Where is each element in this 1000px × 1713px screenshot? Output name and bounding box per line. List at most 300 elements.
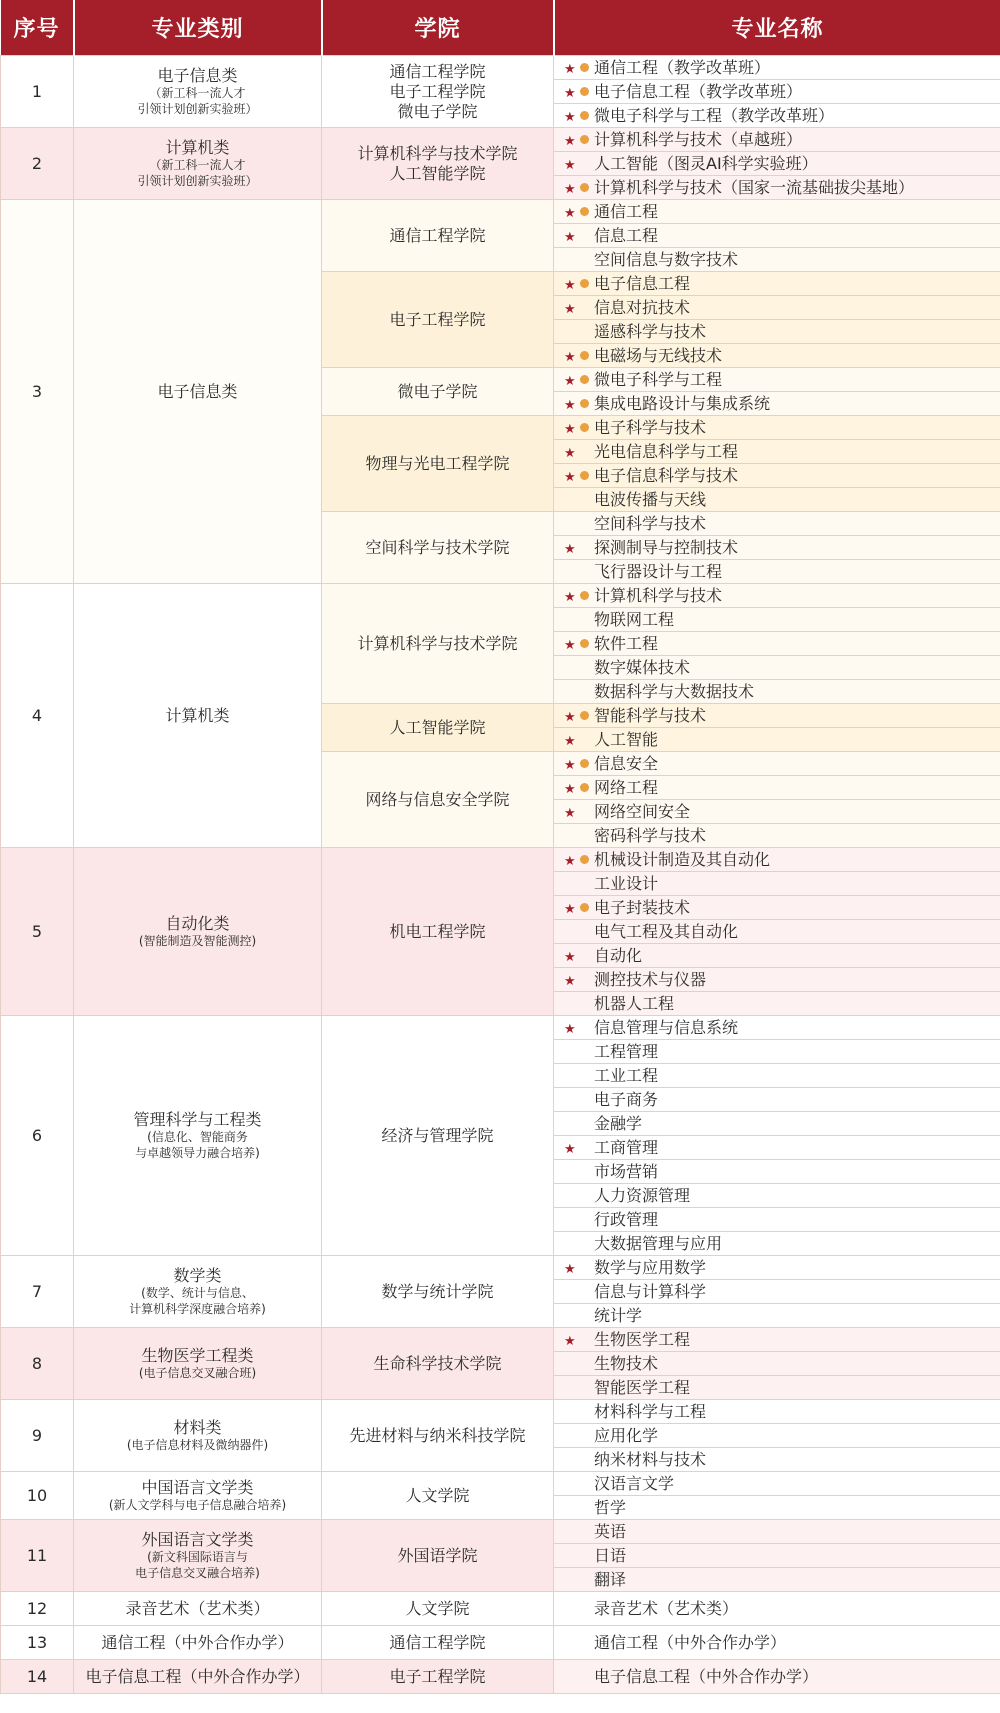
group-category <box>74 128 322 200</box>
major-marks <box>554 756 594 772</box>
star-icon: ★ <box>564 781 576 797</box>
major-marks <box>554 1140 594 1156</box>
table-row <box>1 56 1000 80</box>
major-name: 统计学 <box>594 1305 643 1325</box>
college-name <box>322 1016 554 1256</box>
table-row <box>1 1520 1000 1544</box>
major-cell <box>554 1592 1000 1626</box>
major-name: 网络空间安全 <box>594 801 691 821</box>
major-marks <box>554 132 594 148</box>
major-cell <box>554 1568 1000 1592</box>
college-line: 网络与信息安全学院 <box>365 789 510 809</box>
star-icon: ★ <box>564 445 576 461</box>
major-name: 遥感科学与技术 <box>594 321 707 341</box>
major-name: 信息对抗技术 <box>594 297 691 317</box>
major-name: 电波传播与天线 <box>594 489 707 509</box>
major-name: 大数据管理与应用 <box>594 1233 723 1253</box>
major-marks <box>554 372 594 388</box>
dot-icon <box>580 855 589 864</box>
major-cell <box>554 1040 1000 1064</box>
group-category <box>74 1626 322 1660</box>
major-cell <box>554 128 1000 152</box>
star-icon: ★ <box>564 277 576 293</box>
college-name <box>322 1520 554 1592</box>
group-category <box>74 1256 322 1328</box>
table-row <box>1 1626 1000 1660</box>
major-cell <box>554 1088 1000 1112</box>
group-number: 7 <box>1 1256 74 1328</box>
dot-icon <box>580 639 589 648</box>
college-name <box>322 368 554 416</box>
group-category <box>74 1520 322 1592</box>
star-icon: ★ <box>564 421 576 437</box>
table-row <box>1 1328 1000 1352</box>
college-line: 人文学院 <box>405 1598 470 1618</box>
category-name: 电子信息类 <box>157 66 238 85</box>
major-cell <box>554 1626 1000 1660</box>
star-icon: ★ <box>564 229 576 245</box>
major-cell <box>554 152 1000 176</box>
header-category: 专业类别 <box>74 0 322 56</box>
college-line: 数学与统计学院 <box>381 1281 494 1301</box>
major-cell <box>554 1328 1000 1352</box>
major-cell <box>554 200 1000 224</box>
major-cell <box>554 992 1000 1016</box>
major-cell <box>554 1544 1000 1568</box>
star-icon: ★ <box>564 949 576 965</box>
group-category <box>74 1592 322 1626</box>
category-note: 计算机科学深度融合培养) <box>129 1302 266 1316</box>
major-marks <box>554 540 594 556</box>
table-row <box>1 1400 1000 1424</box>
major-cell <box>554 1472 1000 1496</box>
major-name: 通信工程 <box>594 201 659 221</box>
major-marks <box>554 708 594 724</box>
category-note: （新工科一流人才 <box>149 86 246 100</box>
college-name <box>322 128 554 200</box>
college-name <box>322 1256 554 1328</box>
major-marks <box>554 228 594 244</box>
dot-icon <box>580 903 589 912</box>
major-cell <box>554 536 1000 560</box>
college-name <box>322 584 554 704</box>
group-category <box>74 1328 322 1400</box>
group-number: 8 <box>1 1328 74 1400</box>
major-name: 信息工程 <box>594 225 659 245</box>
college-name <box>322 704 554 752</box>
table-row <box>1 848 1000 872</box>
group-category <box>74 200 322 584</box>
group-number: 10 <box>1 1472 74 1520</box>
major-cell <box>554 320 1000 344</box>
major-name: 通信工程（中外合作办学） <box>594 1632 787 1652</box>
dot-icon <box>580 783 589 792</box>
major-name: 录音艺术（艺术类） <box>594 1598 739 1618</box>
major-marks <box>554 420 594 436</box>
category-name: 计算机类 <box>165 706 230 725</box>
college-name <box>322 1472 554 1520</box>
major-name: 日语 <box>594 1545 627 1565</box>
major-cell <box>554 1232 1000 1256</box>
star-icon: ★ <box>564 157 576 173</box>
major-cell <box>554 1304 1000 1328</box>
major-cell <box>554 1424 1000 1448</box>
major-cell <box>554 1280 1000 1304</box>
category-name: 数学类 <box>173 1266 222 1285</box>
major-name: 信息管理与信息系统 <box>594 1017 739 1037</box>
dot-icon <box>580 87 589 96</box>
category-name: 中国语言文学类 <box>141 1478 254 1497</box>
major-name: 网络工程 <box>594 777 659 797</box>
major-name: 飞行器设计与工程 <box>594 561 723 581</box>
major-name: 人力资源管理 <box>594 1185 691 1205</box>
college-line: 计算机科学与技术学院 <box>357 143 518 163</box>
major-marks <box>554 1020 594 1036</box>
major-cell <box>554 296 1000 320</box>
major-cell <box>554 368 1000 392</box>
star-icon: ★ <box>564 397 576 413</box>
major-marks <box>554 636 594 652</box>
major-cell <box>554 1112 1000 1136</box>
star-icon: ★ <box>564 181 576 197</box>
dot-icon <box>580 471 589 480</box>
major-name: 市场营销 <box>594 1161 659 1181</box>
category-note: (新人文学科与电子信息融合培养) <box>108 1498 287 1512</box>
major-cell <box>554 776 1000 800</box>
major-cell <box>554 752 1000 776</box>
major-marks <box>554 588 594 604</box>
header-college: 学院 <box>322 0 554 56</box>
college-name <box>322 56 554 128</box>
group-category <box>74 1016 322 1256</box>
dot-icon <box>580 183 589 192</box>
college-line: 生命科学技术学院 <box>373 1353 502 1373</box>
major-cell <box>554 224 1000 248</box>
major-cell <box>554 1208 1000 1232</box>
major-name: 计算机科学与技术 <box>594 585 723 605</box>
star-icon: ★ <box>564 109 576 125</box>
category-name: 管理科学与工程类 <box>133 1110 262 1129</box>
group-number: 2 <box>1 128 74 200</box>
major-cell <box>554 1520 1000 1544</box>
major-cell <box>554 1256 1000 1280</box>
major-name: 机器人工程 <box>594 993 675 1013</box>
major-name: 微电子科学与工程 <box>594 369 723 389</box>
major-cell <box>554 848 1000 872</box>
category-note: (新文科国际语言与 <box>147 1550 248 1564</box>
table-header <box>1 0 1000 56</box>
major-name: 信息安全 <box>594 753 659 773</box>
major-name: 金融学 <box>594 1113 643 1133</box>
major-name: 计算机科学与技术（卓越班） <box>594 129 803 149</box>
major-name: 通信工程（教学改革班） <box>594 57 771 77</box>
category-name: 电子信息工程（中外合作办学） <box>85 1667 310 1686</box>
major-cell <box>554 1400 1000 1424</box>
major-marks <box>554 972 594 988</box>
major-marks <box>554 948 594 964</box>
category-note: (智能制造及智能测控) <box>138 934 257 948</box>
group-number: 6 <box>1 1016 74 1256</box>
star-icon: ★ <box>564 589 576 605</box>
major-marks <box>554 732 594 748</box>
college-line: 电子工程学院 <box>389 309 486 329</box>
major-cell <box>554 800 1000 824</box>
group-category <box>74 584 322 848</box>
major-name: 材料科学与工程 <box>594 1401 707 1421</box>
major-name: 电磁场与无线技术 <box>594 345 723 365</box>
major-marks <box>554 780 594 796</box>
category-name: 通信工程（中外合作办学） <box>101 1633 294 1652</box>
major-cell <box>554 1016 1000 1040</box>
table-body <box>1 56 1000 1694</box>
category-note: 引领计划创新实验班） <box>137 102 258 116</box>
star-icon: ★ <box>564 349 576 365</box>
major-cell <box>554 344 1000 368</box>
star-icon: ★ <box>564 1021 576 1037</box>
major-name: 应用化学 <box>594 1425 659 1445</box>
major-name: 数字媒体技术 <box>594 657 691 677</box>
table-row <box>1 128 1000 152</box>
major-name: 行政管理 <box>594 1209 659 1229</box>
major-cell <box>554 584 1000 608</box>
major-cell <box>554 248 1000 272</box>
star-icon: ★ <box>564 1261 576 1277</box>
major-cell <box>554 440 1000 464</box>
major-name: 自动化 <box>594 945 643 965</box>
dot-icon <box>580 111 589 120</box>
dot-icon <box>580 759 589 768</box>
group-number: 11 <box>1 1520 74 1592</box>
college-name <box>322 752 554 848</box>
major-cell <box>554 1352 1000 1376</box>
category-note: (信息化、智能商务 <box>147 1130 248 1144</box>
college-line: 通信工程学院 <box>389 61 486 81</box>
category-note: （新工科一流人才 <box>149 158 246 172</box>
header-major: 专业名称 <box>554 0 1000 56</box>
group-category <box>74 1400 322 1472</box>
category-note: (数学、统计与信息、 <box>141 1286 254 1300</box>
major-marks <box>554 444 594 460</box>
star-icon: ★ <box>564 901 576 917</box>
major-marks <box>554 84 594 100</box>
major-cell <box>554 488 1000 512</box>
major-marks <box>554 1332 594 1348</box>
major-marks <box>554 156 594 172</box>
category-note: 与卓越领导力融合培养) <box>135 1146 260 1160</box>
star-icon: ★ <box>564 757 576 773</box>
major-name: 英语 <box>594 1521 627 1541</box>
college-line: 电子工程学院 <box>389 81 486 101</box>
major-name: 电子科学与技术 <box>594 417 707 437</box>
major-name: 电气工程及其自动化 <box>594 921 739 941</box>
category-note: (电子信息材料及微纳器件) <box>126 1438 269 1452</box>
star-icon: ★ <box>564 373 576 389</box>
major-name: 翻译 <box>594 1569 627 1589</box>
major-name: 微电子科学与工程（教学改革班） <box>594 105 835 125</box>
star-icon: ★ <box>564 1141 576 1157</box>
table-row <box>1 584 1000 608</box>
major-name: 电子信息工程（教学改革班） <box>594 81 803 101</box>
major-marks <box>554 396 594 412</box>
major-name: 工业设计 <box>594 873 659 893</box>
star-icon: ★ <box>564 85 576 101</box>
category-note: 电子信息交叉融合培养) <box>135 1566 260 1580</box>
star-icon: ★ <box>564 205 576 221</box>
college-name <box>322 1660 554 1694</box>
group-number: 9 <box>1 1400 74 1472</box>
major-marks <box>554 348 594 364</box>
major-cell <box>554 920 1000 944</box>
major-name: 人工智能 <box>594 729 659 749</box>
major-marks <box>554 852 594 868</box>
category-name: 电子信息类 <box>157 382 238 401</box>
college-name <box>322 200 554 272</box>
major-marks <box>554 468 594 484</box>
group-category <box>74 56 322 128</box>
major-cell <box>554 80 1000 104</box>
major-cell <box>554 1496 1000 1520</box>
college-line: 人工智能学院 <box>389 717 486 737</box>
major-cell <box>554 680 1000 704</box>
college-name <box>322 272 554 368</box>
major-name: 物联网工程 <box>594 609 675 629</box>
college-name <box>322 416 554 512</box>
group-number: 14 <box>1 1660 74 1694</box>
star-icon: ★ <box>564 733 576 749</box>
major-cell <box>554 512 1000 536</box>
major-name: 空间信息与数字技术 <box>594 249 739 269</box>
star-icon: ★ <box>564 541 576 557</box>
major-name: 机械设计制造及其自动化 <box>594 849 771 869</box>
category-note: (电子信息交叉融合班) <box>138 1366 257 1380</box>
star-icon: ★ <box>564 637 576 653</box>
major-name: 计算机科学与技术（国家一流基础拔尖基地） <box>594 177 915 197</box>
major-cell <box>554 1136 1000 1160</box>
major-cell <box>554 632 1000 656</box>
major-name: 工业工程 <box>594 1065 659 1085</box>
college-line: 空间科学与技术学院 <box>365 537 510 557</box>
major-cell <box>554 1448 1000 1472</box>
college-line: 经济与管理学院 <box>381 1125 494 1145</box>
major-name: 智能医学工程 <box>594 1377 691 1397</box>
major-marks <box>554 1260 594 1276</box>
major-name: 密码科学与技术 <box>594 825 707 845</box>
college-name <box>322 1328 554 1400</box>
dot-icon <box>580 399 589 408</box>
dot-icon <box>580 351 589 360</box>
major-cell <box>554 1376 1000 1400</box>
table-row <box>1 200 1000 224</box>
major-name: 人工智能（图灵AI科学实验班） <box>594 153 818 173</box>
dot-icon <box>580 279 589 288</box>
major-cell <box>554 944 1000 968</box>
college-line: 微电子学院 <box>397 101 478 121</box>
dot-icon <box>580 423 589 432</box>
major-cell <box>554 824 1000 848</box>
college-line: 电子工程学院 <box>389 1666 486 1686</box>
major-name: 智能科学与技术 <box>594 705 707 725</box>
dot-icon <box>580 375 589 384</box>
college-line: 先进材料与纳米科技学院 <box>349 1425 526 1445</box>
major-name: 信息与计算科学 <box>594 1281 707 1301</box>
table-row <box>1 1256 1000 1280</box>
table-row <box>1 1592 1000 1626</box>
group-category <box>74 1472 322 1520</box>
major-cell <box>554 560 1000 584</box>
college-name <box>322 512 554 584</box>
category-name: 计算机类 <box>165 138 230 157</box>
major-cell <box>554 872 1000 896</box>
major-cell <box>554 968 1000 992</box>
dot-icon <box>580 711 589 720</box>
category-name: 录音艺术（艺术类） <box>125 1599 270 1618</box>
major-cell <box>554 728 1000 752</box>
group-number: 3 <box>1 200 74 584</box>
major-name: 电子封装技术 <box>594 897 691 917</box>
major-name: 探测制导与控制技术 <box>594 537 739 557</box>
category-note: 引领计划创新实验班） <box>137 174 258 188</box>
major-cell <box>554 416 1000 440</box>
major-cell <box>554 896 1000 920</box>
category-name: 生物医学工程类 <box>141 1346 254 1365</box>
star-icon: ★ <box>564 61 576 77</box>
table-row <box>1 1472 1000 1496</box>
major-cell <box>554 608 1000 632</box>
college-line: 机电工程学院 <box>389 921 486 941</box>
star-icon: ★ <box>564 853 576 869</box>
major-name: 电子信息工程（中外合作办学） <box>594 1666 819 1686</box>
dot-icon <box>580 207 589 216</box>
major-cell <box>554 1184 1000 1208</box>
dot-icon <box>580 63 589 72</box>
major-name: 数学与应用数学 <box>594 1257 707 1277</box>
major-name: 测控技术与仪器 <box>594 969 707 989</box>
major-marks <box>554 276 594 292</box>
major-cell <box>554 704 1000 728</box>
major-marks <box>554 180 594 196</box>
college-name <box>322 848 554 1016</box>
major-cell <box>554 392 1000 416</box>
major-cell <box>554 1064 1000 1088</box>
major-marks <box>554 300 594 316</box>
college-line: 外国语学院 <box>397 1545 478 1565</box>
star-icon: ★ <box>564 469 576 485</box>
college-name <box>322 1592 554 1626</box>
group-number: 1 <box>1 56 74 128</box>
college-name <box>322 1626 554 1660</box>
group-category <box>74 848 322 1016</box>
major-name: 空间科学与技术 <box>594 513 707 533</box>
category-name: 外国语言文学类 <box>141 1530 254 1549</box>
college-line: 微电子学院 <box>397 381 478 401</box>
major-cell <box>554 656 1000 680</box>
major-cell <box>554 464 1000 488</box>
major-name: 软件工程 <box>594 633 659 653</box>
major-name: 工商管理 <box>594 1137 659 1157</box>
star-icon: ★ <box>564 133 576 149</box>
table-row <box>1 1016 1000 1040</box>
major-name: 生物技术 <box>594 1353 659 1373</box>
major-cell <box>554 1160 1000 1184</box>
major-cell <box>554 176 1000 200</box>
major-name: 汉语言文学 <box>594 1473 675 1493</box>
group-number: 4 <box>1 584 74 848</box>
major-cell <box>554 56 1000 80</box>
college-line: 人文学院 <box>405 1485 470 1505</box>
major-name: 光电信息科学与工程 <box>594 441 739 461</box>
dot-icon <box>580 591 589 600</box>
major-name: 电子信息工程 <box>594 273 691 293</box>
